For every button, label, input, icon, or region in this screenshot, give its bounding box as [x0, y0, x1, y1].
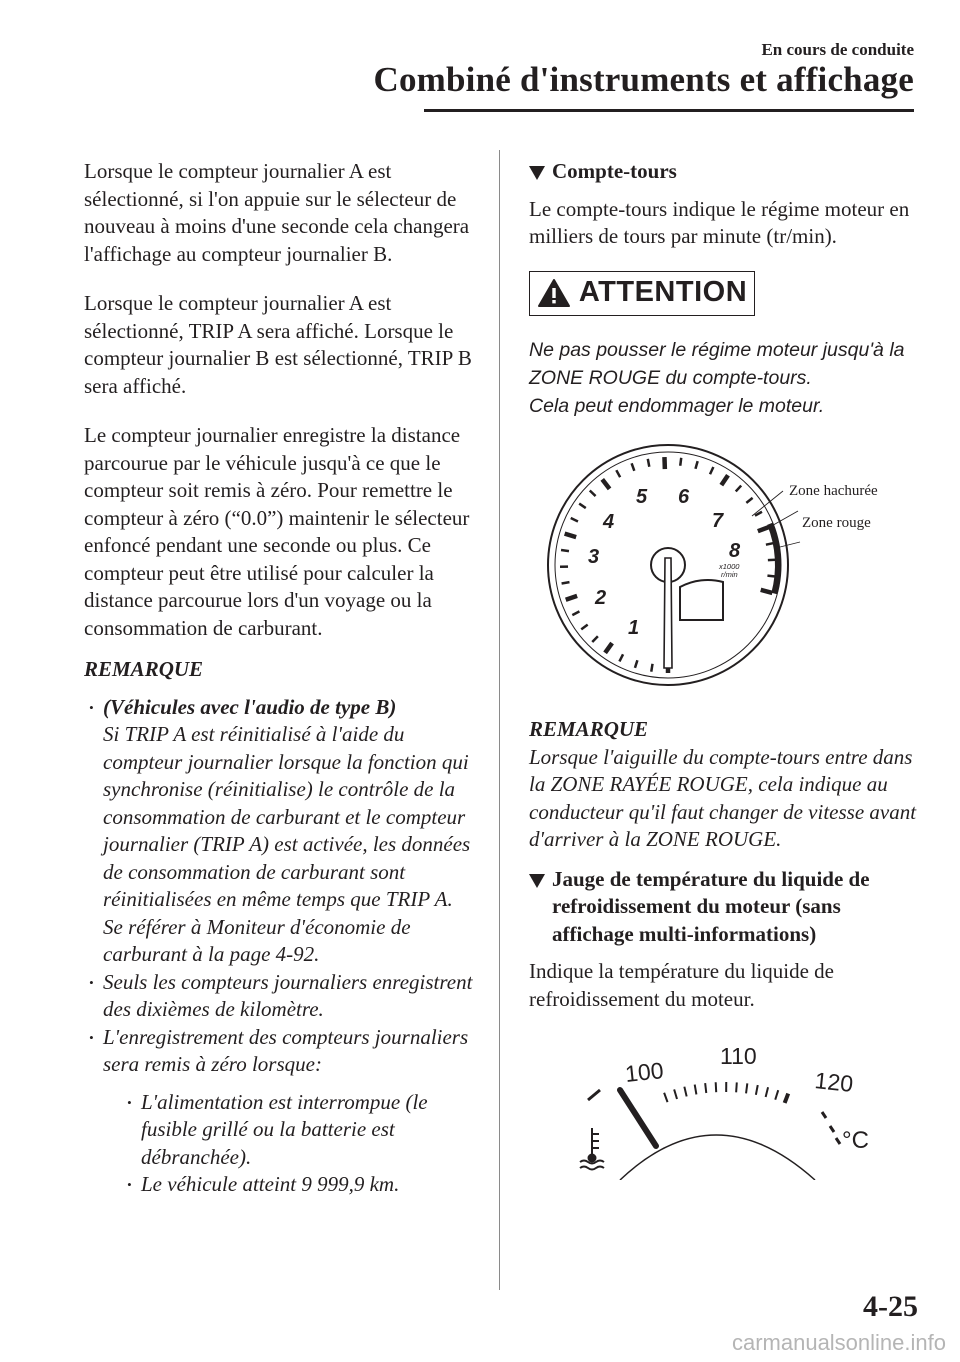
- tick-mark: [605, 643, 612, 653]
- right-column: [529, 158, 919, 420]
- tacho-number-4: 4: [603, 511, 615, 533]
- tick-mark: [710, 467, 713, 474]
- tick-mark: [674, 1089, 677, 1099]
- tachometer-illustration: [530, 430, 920, 700]
- running-head: En cours de conduite: [761, 40, 914, 59]
- tick-mark: [581, 625, 587, 630]
- page-title: Combiné d'instruments et affichage: [373, 60, 914, 99]
- sub-list: [103, 1089, 479, 1199]
- tick-mark: [619, 654, 623, 661]
- attention-line: Cela peut endommager le moteur.: [529, 394, 825, 417]
- temperature-gauge-illustration: [560, 1030, 890, 1180]
- temp-label-110: 110: [720, 1043, 757, 1069]
- tacho-number-8: 8: [729, 540, 741, 562]
- paragraph: Lorsque le compteur journalier A est sélectionné, TRIP A sera affiché. Lorsque le compteur journalier B est sélectionné, TRIP B sera affiché.: [84, 291, 472, 398]
- tick-mark: [756, 1085, 758, 1095]
- tick-mark: [590, 491, 596, 497]
- callout-line-red-top: [768, 511, 798, 528]
- tick-mark: [680, 458, 681, 466]
- right-column-lower: [529, 716, 919, 1035]
- tacho-number-3: 3: [588, 546, 600, 568]
- temp-label-120: 120: [813, 1067, 855, 1097]
- bullet-heading: • (Véhicules avec l'audio de type B): [103, 694, 397, 719]
- column-divider: [499, 150, 500, 1290]
- attention-text: [529, 336, 919, 420]
- callout-hatched-zone: Zone hachurée: [789, 483, 878, 499]
- triangle-icon: [529, 166, 545, 180]
- list-item: [84, 694, 479, 969]
- tacho-unit-rpm: r/min: [721, 570, 738, 579]
- coolant-temperature-icon: [580, 1128, 604, 1170]
- remarque-text: Lorsque l'aiguille du compte-tours entre dans la ZONE RAYÉE ROUGE, cela indique au conducteur qu'il faut changer de vitesse avant d'arriver à la ZONE ROUGE.: [529, 744, 917, 851]
- remarque-heading: REMARQUE: [84, 657, 204, 681]
- tick-mark: [785, 1094, 789, 1103]
- section-heading: [529, 158, 919, 186]
- tick-mark: [579, 504, 586, 509]
- gauge-arc: [620, 1135, 815, 1180]
- tacho-number-6: 6: [678, 486, 690, 508]
- tick-mark: [648, 459, 649, 467]
- section-title: Compte-tours: [552, 159, 677, 183]
- tick-mark: [651, 664, 652, 672]
- watermark: carmanualsonline.info: [731, 1330, 946, 1355]
- tacho-number-2: 2: [595, 587, 607, 609]
- warning-icon: [537, 278, 571, 308]
- temp-label-100: 100: [623, 1057, 665, 1087]
- bullet-text: L'enregistrement des compteurs journaliers sera remis à zéro lorsque:: [103, 1024, 469, 1076]
- tick-mark: [602, 479, 609, 489]
- paragraph: Lorsque le compteur journalier A est sélectionné, si l'on appuie sur le sélecteur de nouveau à moins d'une seconde cela changera l'affichage au compteur journalier B.: [84, 159, 470, 266]
- list-item: • Seuls les compteurs journaliers enregistrent des dixièmes de kilomètre.: [84, 969, 479, 1024]
- tick-mark: [836, 1138, 840, 1144]
- tick-mark: [635, 660, 637, 668]
- temperature-needle: [620, 1090, 656, 1146]
- sub-list-item: • Le véhicule atteint 9 999,9 km.: [122, 1171, 479, 1199]
- tick-mark: [695, 1085, 697, 1095]
- triangle-icon: [529, 874, 545, 888]
- tick-mark: [571, 518, 578, 521]
- paragraph: Le compteur journalier enregistre la distance parcourue par le véhicule jusqu'à ce que le compteur soit remis à zéro. Pour remettre le compteur à zéro (“0.0”) maintenir le sélecteur enfoncé pendant une seconde ou plus. Ce compteur peut être utilisé pour calculer la distance parcourue lors d'un voyage ou la consommation de carburant.: [84, 423, 470, 640]
- tick-mark: [616, 470, 620, 477]
- sub-list-item: • L'alimentation est interrompue (le fusible grillé ou la batterie est débranchée).: [122, 1089, 479, 1172]
- bullet-text: Si TRIP A est réinitialisé à l'aide du compteur journalier lorsque la fonction qui synchronise (réinitialise) le contrôle de la consommation de carburant et le compteur journalier (TRIP A) est activée, les données de consommation de carburant sont réinitialisées en même temps que TRIP A.: [103, 722, 471, 911]
- header-rule: [424, 109, 914, 112]
- tick-mark: [736, 1082, 737, 1092]
- tachometer-needle: [664, 558, 672, 668]
- display-window: [680, 580, 723, 620]
- tick-mark: [761, 590, 773, 593]
- tick-mark: [566, 596, 577, 600]
- tick-mark: [632, 463, 635, 471]
- tick-mark: [721, 475, 728, 485]
- tick-mark: [766, 543, 774, 545]
- tick-mark: [766, 1087, 768, 1097]
- callout-line-red-bottom: [780, 542, 800, 547]
- tick-mark: [664, 1093, 667, 1102]
- tick-mark: [572, 611, 579, 615]
- tick-mark: [705, 1083, 706, 1093]
- tick-mark: [830, 1126, 834, 1132]
- tick-mark: [767, 576, 775, 577]
- remarque-heading: REMARQUE: [529, 717, 649, 741]
- tick-mark: [561, 550, 569, 551]
- paragraph: Le compte-tours indique le régime moteur en milliers de tours par minute (tr/min).: [529, 196, 910, 248]
- attention-box: [529, 271, 755, 316]
- paragraph: Indique la température du liquide de refroidissement du moteur.: [529, 959, 834, 1011]
- callout-red-zone: Zone rouge: [802, 515, 871, 531]
- section-title: Jauge de température du liquide de refroidissement du moteur (sans affichage multi-informations): [552, 866, 870, 946]
- tick-mark: [565, 534, 576, 537]
- tick-mark: [684, 1087, 686, 1097]
- list-item: [84, 1024, 479, 1199]
- page-number: 4-25: [863, 1290, 918, 1323]
- tacho-number-7: 7: [712, 510, 724, 532]
- note-list: [84, 694, 479, 1199]
- bullet-text: Se référer à Moniteur d'économie de carburant à la page 4-92.: [103, 914, 411, 966]
- tick-mark: [562, 582, 570, 583]
- tick-mark: [746, 1083, 747, 1093]
- tick-mark: [736, 486, 741, 492]
- tick-mark: [592, 636, 598, 642]
- tick-mark: [758, 527, 769, 531]
- tacho-unit-multiplier: x1000: [719, 562, 740, 571]
- tick-mark: [588, 1090, 600, 1100]
- tacho-number-1: 1: [628, 617, 640, 639]
- tick-mark: [695, 461, 697, 469]
- left-column: [84, 158, 479, 1199]
- section-heading: [529, 866, 919, 949]
- tick-mark: [746, 498, 752, 503]
- tick-mark: [822, 1112, 826, 1118]
- temp-unit: °C: [842, 1127, 869, 1154]
- tick-mark: [775, 1090, 778, 1100]
- attention-label: ATTENTION: [578, 276, 748, 309]
- attention-line: Ne pas pousser le régime moteur jusqu'à la ZONE ROUGE du compte-tours.: [529, 338, 905, 389]
- tick-mark: [716, 1082, 717, 1092]
- tacho-number-5: 5: [636, 486, 648, 508]
